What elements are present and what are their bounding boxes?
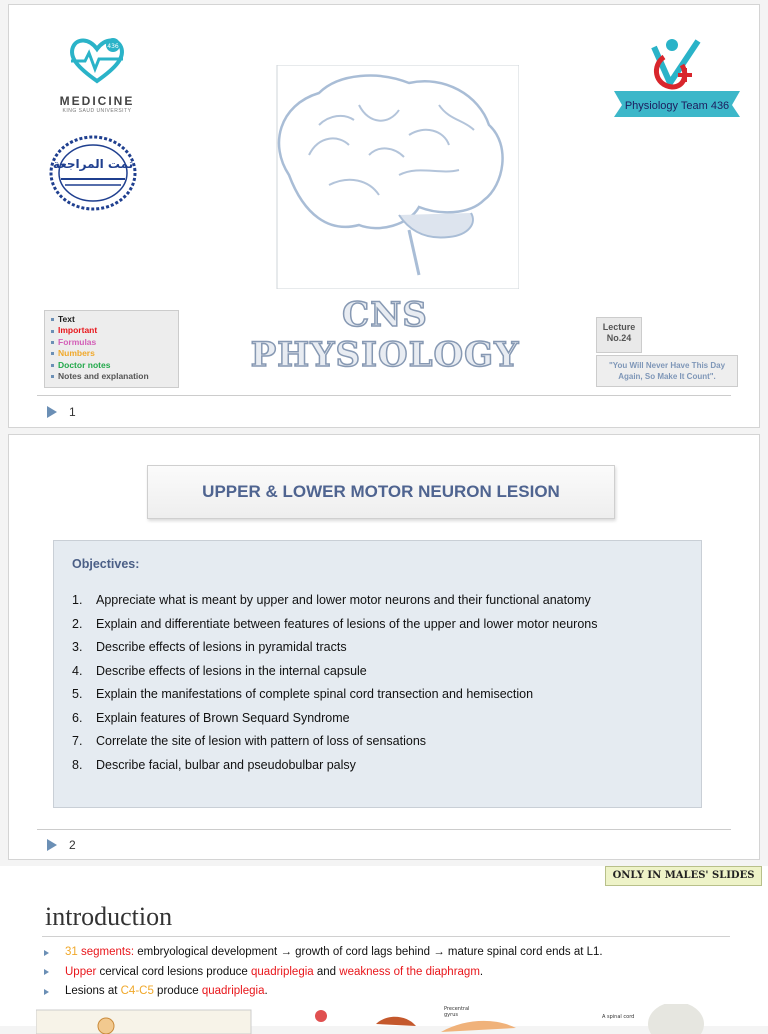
list-item: Lesions at C4-C5 produce quadriplegia. [44, 982, 603, 1002]
triangle-icon [47, 839, 57, 851]
objectives-list [72, 593, 683, 781]
legend-item: Notes and explanation [51, 371, 172, 382]
svg-text:تمت المراجعة: تمت المراجعة [52, 157, 134, 171]
slide-title: introduction [45, 902, 173, 931]
list-item: 7. Correlate the site of lesion with pattern of loss of sensations [72, 734, 427, 748]
slide-3 [0, 866, 768, 1026]
bullet-arrow-icon [44, 969, 49, 975]
legend-item: Formulas [51, 337, 172, 348]
legend-item: Important [51, 325, 172, 336]
footer-divider [37, 395, 731, 396]
title-divider [42, 936, 730, 937]
presentation-title: CNS PHYSIOLOGY [250, 295, 520, 375]
list-item: 8. Describe facial, bulbar and pseudobulbar palsy [72, 757, 356, 772]
logo-subtitle: KING SAUD UNIVERSITY [62, 108, 132, 114]
footer-divider [37, 829, 731, 830]
list-item: 31 segments: embryological development → growth of cord lags behind → mature spinal cord ends at L1. [44, 943, 603, 963]
slide-title: UPPER & LOWER MOTOR NEURON LESION [147, 465, 615, 519]
slide-2 [8, 434, 760, 860]
objectives-heading: Objectives: [72, 557, 140, 571]
review-stamp [47, 133, 139, 213]
svg-text:436: 436 [107, 43, 119, 50]
svg-text:Precentral: Precentral [444, 1006, 470, 1012]
list-item: 4. Describe effects of lesions in the internal capsule [72, 663, 367, 678]
physiology-team-logo [612, 35, 742, 125]
triangle-icon [47, 406, 57, 418]
brain-illustration [249, 65, 519, 289]
svg-text:Physiology Team 436: Physiology Team 436 [624, 100, 730, 112]
svg-text:gyrus: gyrus [444, 1012, 458, 1018]
objectives-box [53, 540, 702, 808]
males-only-badge: ONLY IN MALES' SLIDES [605, 866, 762, 886]
legend-item: Doctor notes [51, 360, 172, 371]
slide-number: 1 [47, 405, 76, 419]
anatomy-figures-strip [36, 1004, 756, 1034]
svg-text:A spinal cord: A spinal cord [602, 1014, 635, 1020]
list-item: 1. Appreciate what is meant by upper and lower motor neurons and their functional anatomy [72, 593, 591, 607]
color-legend [44, 310, 179, 388]
medicine-logo [47, 35, 147, 114]
list-item: Upper cervical cord lesions produce quadriplegia and weakness of the diaphragm. [44, 963, 603, 983]
bullet-arrow-icon [44, 950, 49, 956]
legend-item: Text [51, 314, 172, 325]
heart-pulse-icon [67, 35, 127, 85]
lecture-box: Lecture No.24 [596, 317, 642, 353]
list-item: 5. Explain the manifestations of complete spinal cord transection and hemisection [72, 687, 534, 701]
slide-number: 2 [47, 838, 76, 852]
legend-item: Numbers [51, 348, 172, 359]
list-item: 3. Describe effects of lesions in pyramidal tracts [72, 640, 347, 654]
quote-box: "You Will Never Have This Day Again, So Make It Count". [596, 355, 738, 387]
logo-word: MEDICINE [59, 94, 135, 108]
bullet-arrow-icon [44, 989, 49, 995]
list-item: 6. Explain features of Brown Sequard Syndrome [72, 710, 350, 725]
slide-1 [8, 4, 760, 428]
list-item: 2. Explain and differentiate between features of lesions of the upper and lower motor neurons [72, 616, 598, 631]
bullet-list [44, 943, 603, 1002]
